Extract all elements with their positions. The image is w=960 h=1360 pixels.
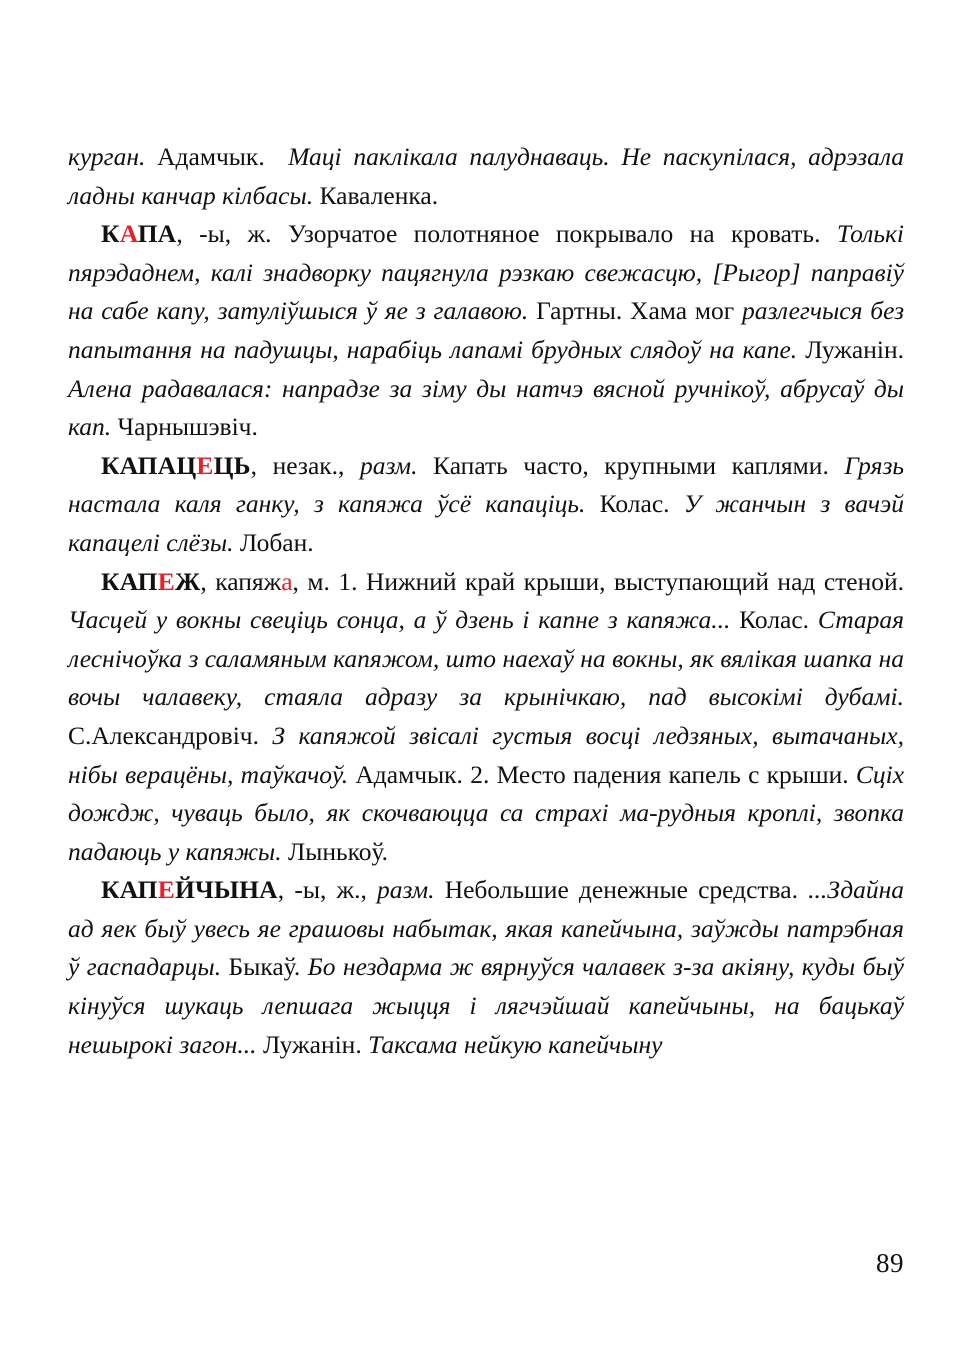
citation-source: Колас.	[739, 605, 810, 635]
dictionary-entry-kapa	[68, 215, 904, 447]
sense-number: 2.	[470, 759, 490, 789]
sense-number: 1.	[338, 566, 358, 596]
dictionary-entry-kapezh	[68, 563, 904, 872]
citation-source: Адамчык.	[157, 142, 265, 171]
citation-quote: Сціх дождж, чуваць было, як скочваюцца са страхі ма-рудныя кроплі, звопка падаюць у капяжы.	[68, 759, 905, 866]
citation-quote: Алена радавалася: напрадзе за зіму ды натчэ вясной ручнікоў, абрусаў ды кап.	[68, 373, 904, 442]
grammar-label: м.	[307, 566, 330, 596]
definition-text: Место падения капель с крыши.	[496, 759, 849, 789]
headword	[101, 451, 251, 480]
citation-quote: Часцей у вокны свеціць сонца, а ў дзень і капне з капяжа...	[68, 605, 731, 635]
dictionary-entry-kapatsets	[68, 447, 904, 563]
citation-source: Быкаў.	[228, 952, 301, 982]
stressed-vowel: Е	[157, 875, 175, 905]
headword-part: КАП	[101, 875, 158, 905]
headword-part: КАП	[101, 566, 158, 596]
headword-part: ПА	[137, 219, 177, 249]
citation-source: Адамчык.	[355, 759, 463, 789]
citation-quote: Толькі пярэдаднем, калі знадворку пацягнула рэзкаю свежасцю, [Рыгор] паправіў на сабе капу, затуліўшыся ў яе з галавою.	[68, 219, 904, 326]
headword	[101, 567, 200, 596]
headword-comma: ,	[200, 566, 207, 596]
citation-quote: Таксама нейкую капейчыну	[368, 1029, 663, 1059]
headword-comma: ,	[277, 875, 285, 905]
citation-quote: У жанчын з вачэй капацелі слёзы.	[68, 489, 905, 557]
stressed-vowel: а	[281, 566, 293, 596]
headword-part: К	[101, 219, 120, 249]
headword-part: ЙЧЫНА	[174, 875, 278, 905]
grammar-label: -ы, ж.,	[294, 875, 367, 905]
grammar-label: -ы, ж.	[199, 219, 272, 249]
citation-quote-roman: Хама мог	[630, 296, 735, 326]
citation-quote: Старая леснічоўка з саламяным капяжом, што наехаў на вокны, як вялікая шапка на вочы чалавеку, стаяла адразу за крынічкаю, пад высокімі дубамі.	[68, 605, 905, 712]
citation-quote: Маці паклікала палуднаваць. Не паскупілася, адрэзала ладны канчар кілбасы.	[68, 142, 905, 210]
headword	[101, 875, 278, 904]
dictionary-page	[68, 138, 904, 1064]
citation-source: Чарнышэвіч.	[117, 412, 258, 442]
stressed-vowel: Е	[157, 566, 175, 596]
inflection-form: капяжа,	[215, 566, 299, 596]
citation-source: Лужанін.	[262, 1029, 362, 1059]
headword	[101, 219, 176, 248]
grammar-label: незак.,	[272, 450, 345, 480]
citation-quote: разлегчыся без папытання на падушцы, нарабіць лапамі брудных слядоў на капе.	[68, 296, 905, 364]
citation-quote: Бо нездарма ж вярнуўся чалавек з-за акіяну, куды быў кінуўся шукаць лепшага жыцця і лягчэйшай капейчыны, на бацькаў нешыpокі загон...	[68, 952, 904, 1059]
quote-tail: курган.	[68, 142, 146, 171]
headword-part: Ж	[174, 566, 201, 596]
usage-label: разм.	[359, 450, 418, 480]
citation-source: Каваленка.	[319, 180, 439, 210]
headword-part: КАПАЦ	[101, 450, 197, 480]
stressed-vowel: Е	[196, 450, 214, 480]
definition-text: Капать часто, крупными каплями.	[433, 450, 829, 480]
carryover-paragraph	[68, 138, 904, 215]
citation-source: Лужанін.	[805, 334, 904, 364]
citation-source: Колас.	[599, 489, 670, 519]
citation-source: Лынькоў.	[287, 836, 389, 866]
citation-quote: ...Здайна ад яек быў увесь яе грашовы набытак, якая капейчына, заўжды патрэбная ў гаспадарцы.	[68, 875, 905, 982]
stressed-vowel: А	[119, 219, 138, 249]
usage-label: разм.	[377, 875, 435, 905]
inflection-part: капяж	[215, 566, 282, 596]
definition-text: Нижний край крыши, выступающий над стеной.	[365, 566, 905, 596]
citation-quote: З капяжой звісалі густыя восці ледзяных, вытачаных, нібы верацёны, таўкачоў.	[68, 720, 905, 789]
citation-quote: Грязь настала каля ганку, з капяжа ўсё капаціць.	[68, 450, 905, 519]
headword-part: ЦЬ	[213, 450, 251, 480]
citation-source: Гартны.	[536, 296, 623, 326]
citation-source: Лобан.	[239, 527, 314, 557]
headword-comma: ,	[176, 219, 183, 249]
definition-text: Узорчатое полотняное покрывало на кровать.	[287, 219, 821, 249]
page-number: 89	[876, 1248, 904, 1278]
definition-text: Небольшие денежные средства.	[444, 875, 798, 905]
dictionary-entry-kapeychyna	[68, 871, 904, 1064]
headword-comma: ,	[250, 450, 258, 480]
citation-source: С.Александровіч.	[68, 720, 259, 750]
